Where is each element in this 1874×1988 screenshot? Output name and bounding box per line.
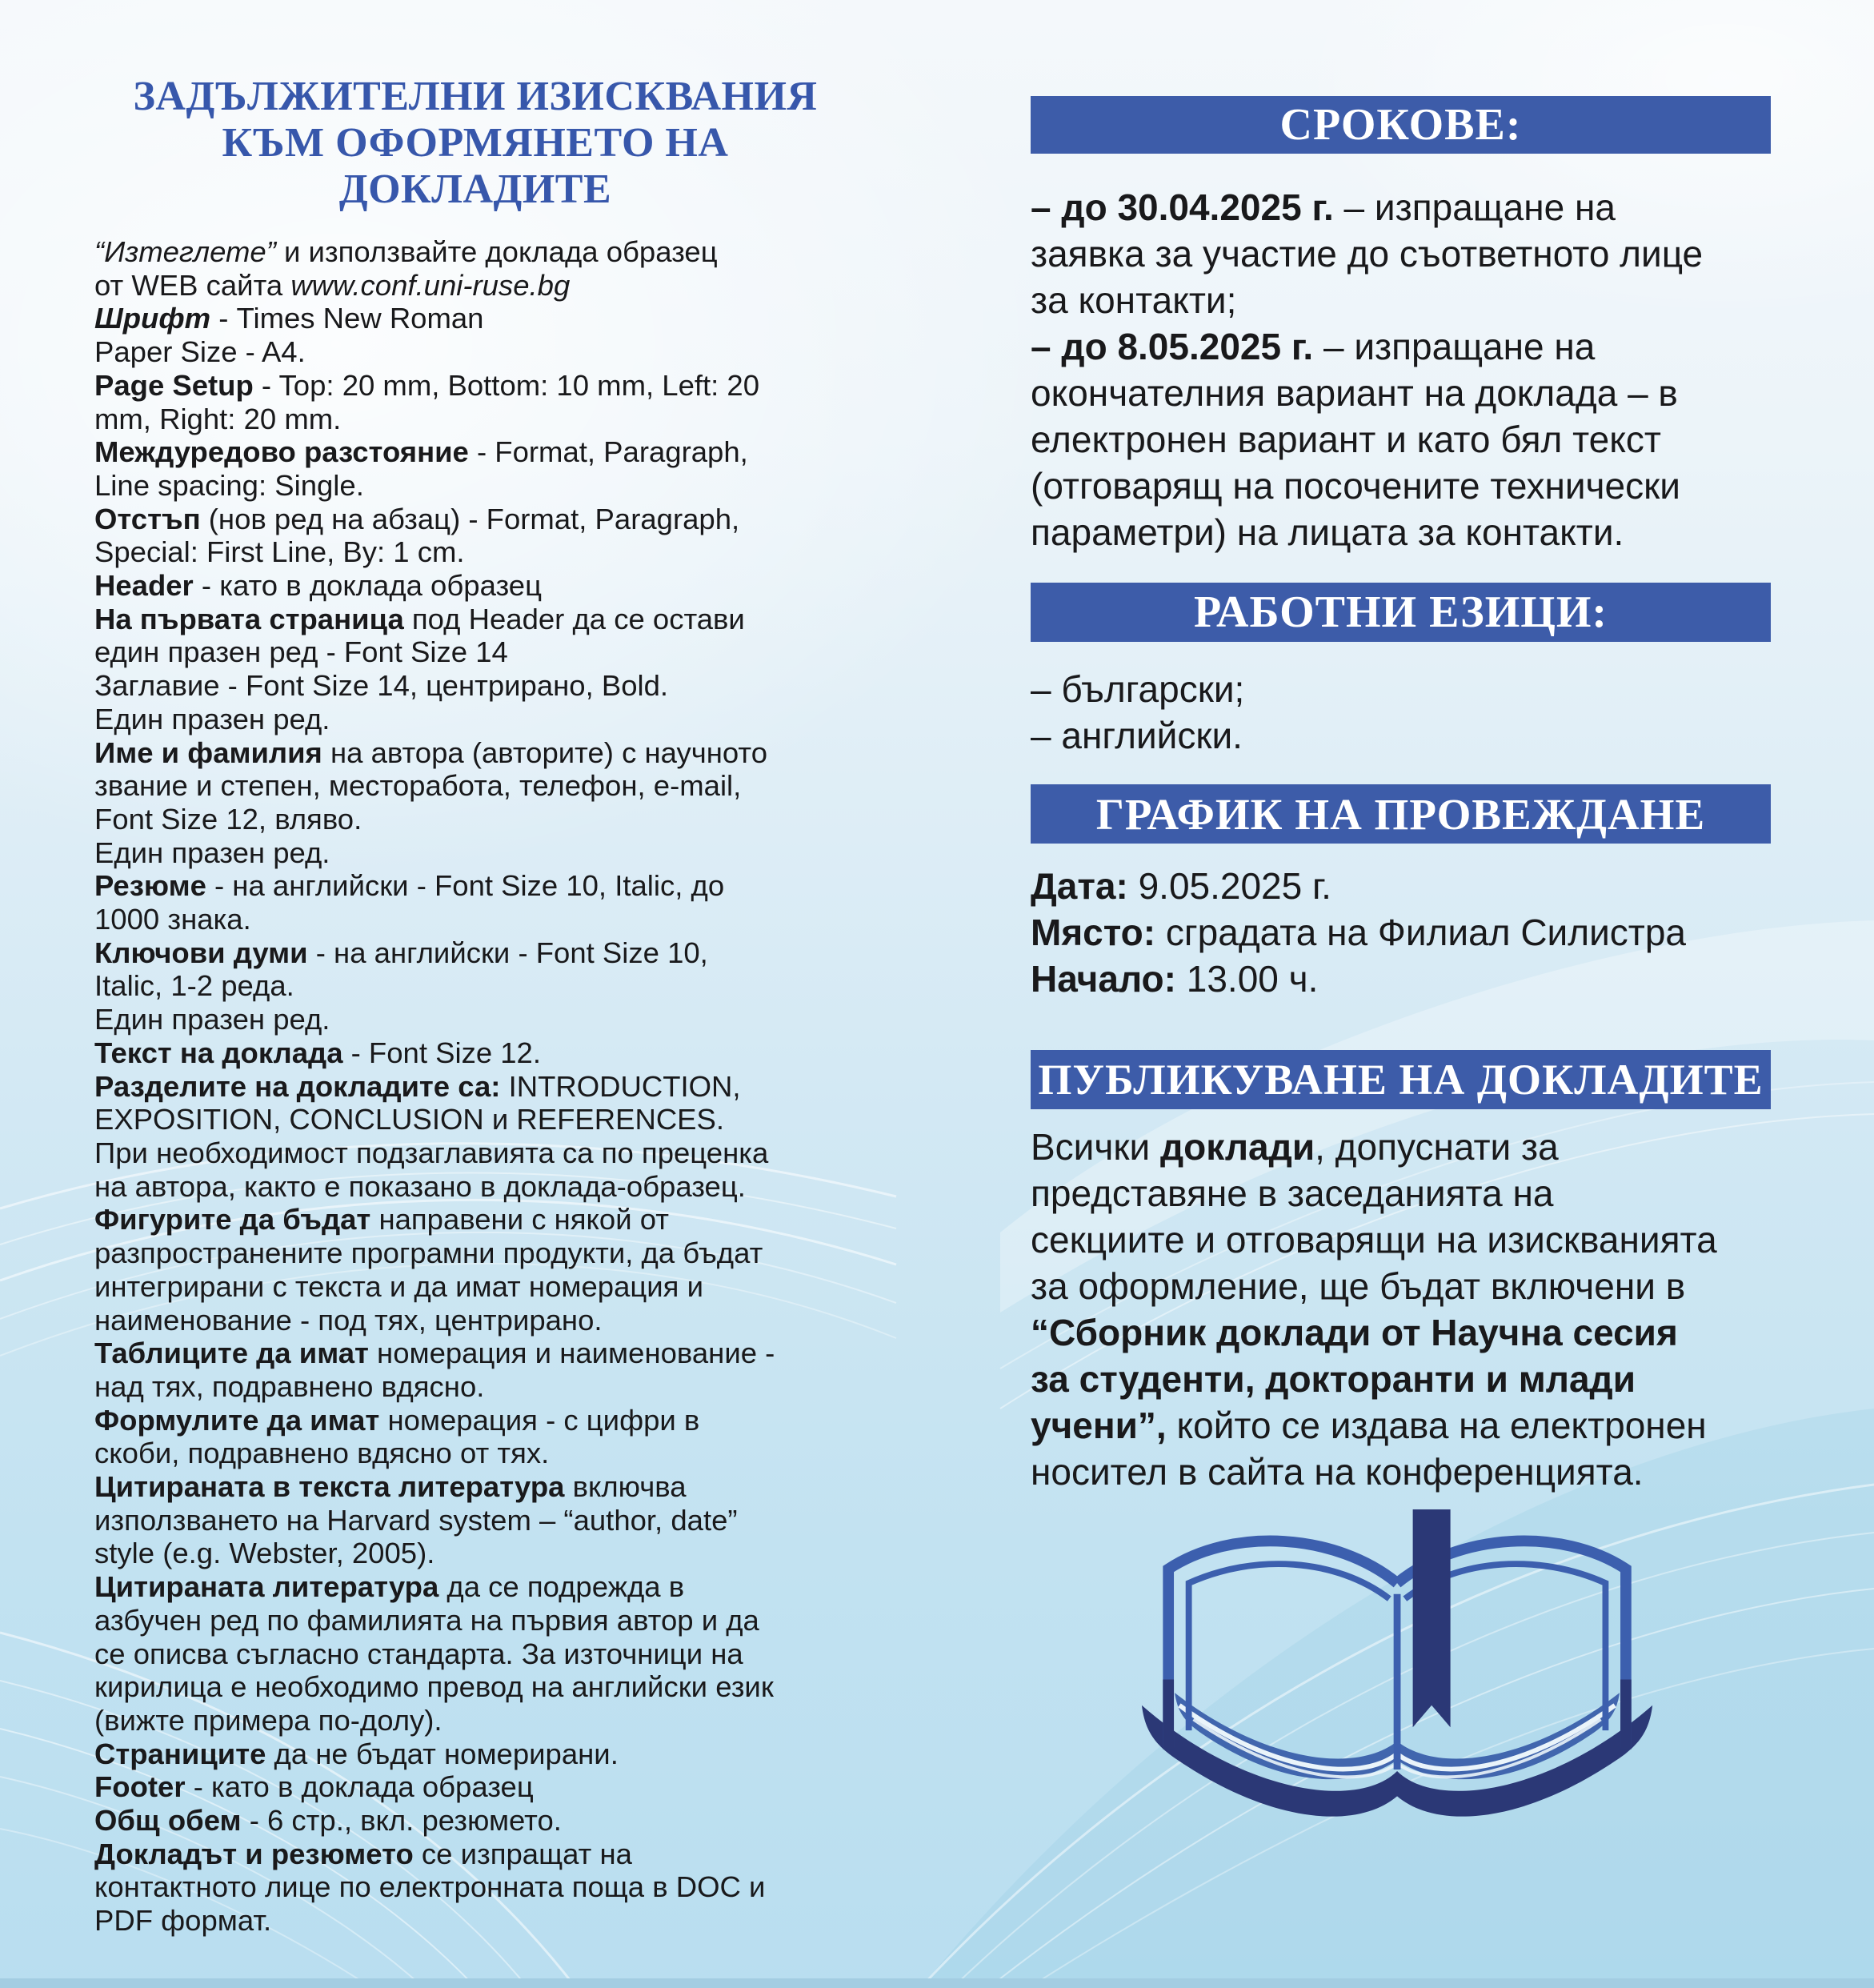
text-line xyxy=(94,1870,856,1904)
text-line xyxy=(94,1036,856,1070)
section-header-deadlines xyxy=(1031,96,1771,154)
text-segment: - на английски - Font Size 10, Italic, до xyxy=(206,869,725,903)
text-line xyxy=(1031,1309,1771,1356)
text-segment: Line spacing: Single. xyxy=(94,468,364,502)
text-segment: Заглавие - Font Size 14, центрирано, Bold. xyxy=(94,669,669,703)
text-segment: Всички xyxy=(1031,1126,1160,1168)
text-segment: кирилица е необходимо превод на английски език xyxy=(94,1670,774,1704)
text-line xyxy=(94,1670,856,1704)
right-column-info xyxy=(1031,0,1771,1988)
section-header-working-languages-label: РАБОТНИ ЕЗИЦИ: xyxy=(1193,587,1608,637)
text-line xyxy=(94,403,856,436)
text-segment: Начало: xyxy=(1031,958,1176,1000)
text-segment: Footer xyxy=(94,1770,186,1804)
text-segment: се описва съгласно стандарта. За източници на xyxy=(94,1637,743,1670)
text-segment: контактното лице по електронната поща в DOC и xyxy=(94,1870,766,1904)
text-segment: заявка за участие до съответното лице xyxy=(1031,233,1704,275)
text-line xyxy=(1031,277,1771,323)
text-line xyxy=(94,969,856,1003)
text-segment: Italic, 1-2 реда. xyxy=(94,969,294,1003)
text-segment: 9.05.2025 г. xyxy=(1127,865,1331,907)
text-line xyxy=(94,1304,856,1337)
text-segment: (нов ред на абзац) - Format, Paragraph, xyxy=(200,502,740,535)
text-line xyxy=(1031,863,1771,909)
text-segment: секциите и отговарящи на изискванията xyxy=(1031,1219,1717,1261)
text-segment: style (e.g. Webster, 2005). xyxy=(94,1537,435,1570)
text-segment: на автора (авторите) с научното xyxy=(322,735,768,769)
text-segment: окончателния вариант на доклада – в xyxy=(1031,372,1678,414)
book-left-page-edge xyxy=(1189,1564,1390,1730)
text-segment: Общ обем xyxy=(94,1804,242,1838)
text-segment: номерация - с цифри в xyxy=(379,1403,700,1437)
text-line xyxy=(94,435,856,469)
text-segment: Таблиците да имат xyxy=(94,1337,369,1370)
text-line xyxy=(1031,1356,1771,1402)
text-segment: Един празен ред. xyxy=(94,836,330,869)
text-segment: (вижте примера по-долу). xyxy=(94,1703,442,1737)
text-segment: Междуредово разстояние xyxy=(94,435,469,469)
text-line xyxy=(94,1537,856,1570)
text-segment: Special: First Line, By: 1 cm. xyxy=(94,535,465,569)
text-line xyxy=(94,1838,856,1871)
page-bottom-edge xyxy=(0,1978,1874,1988)
text-segment: INTRODUCTION, xyxy=(500,1069,741,1103)
text-line xyxy=(94,1270,856,1304)
text-segment: Font Size 12, вляво. xyxy=(94,802,362,836)
text-segment: наименование - под тях, центрирано. xyxy=(94,1303,603,1337)
text-line xyxy=(1031,1263,1771,1309)
section-header-publication-label: ПУБЛИКУВАНЕ НА ДОКЛАДИТЕ xyxy=(1038,1056,1764,1104)
text-line xyxy=(94,703,856,736)
text-line xyxy=(1031,509,1771,555)
text-segment: – изпращане на xyxy=(1313,326,1596,367)
text-segment: 13.00 ч. xyxy=(1175,958,1319,1000)
deadlines-text xyxy=(1031,184,1771,555)
text-line xyxy=(1031,1402,1771,1449)
text-segment: да не бъдат номерирани. xyxy=(266,1737,619,1770)
text-line xyxy=(94,1337,856,1370)
text-segment: скоби, подравнено вдясно от тях. xyxy=(94,1437,550,1470)
text-line xyxy=(1031,1449,1771,1495)
text-line xyxy=(1031,184,1771,230)
text-segment: – изпращане на xyxy=(1333,186,1616,228)
text-line xyxy=(1031,323,1771,370)
text-line xyxy=(94,503,856,536)
text-segment: Разделите на докладите са: xyxy=(94,1069,501,1103)
text-segment: включва xyxy=(564,1470,687,1504)
text-segment: над тях, подравнено вдясно. xyxy=(94,1369,485,1403)
text-line xyxy=(94,1136,856,1170)
page-title-line2: КЪМ ОФОРМЯНЕТО НА ДОКЛАДИТЕ xyxy=(222,120,729,212)
text-line xyxy=(94,269,856,303)
text-segment: Един празен ред. xyxy=(94,702,330,735)
text-line xyxy=(94,1737,856,1771)
text-line xyxy=(94,1604,856,1637)
text-line xyxy=(1031,230,1771,277)
text-line xyxy=(1031,1170,1771,1216)
text-segment: - 6 стр., вкл. резюмето. xyxy=(241,1804,562,1838)
text-line xyxy=(94,302,856,335)
text-line xyxy=(94,1704,856,1737)
text-segment: електронен вариант и като бял текст xyxy=(1031,419,1661,460)
text-segment: сградата на Филиал Силистра xyxy=(1155,912,1687,953)
text-segment: и използвайте доклада образец xyxy=(275,235,718,268)
text-segment: Име и фамилия xyxy=(94,735,322,769)
text-line xyxy=(94,836,856,870)
text-line xyxy=(94,1470,856,1504)
text-line xyxy=(94,469,856,503)
text-segment: Отстъп xyxy=(94,502,201,535)
section-header-publication xyxy=(1031,1050,1771,1109)
text-segment: един празен ред - Font Size 14 xyxy=(94,635,508,669)
text-segment: Формулите да имат xyxy=(94,1403,380,1437)
text-segment: Резюме xyxy=(94,869,206,903)
text-line xyxy=(94,1804,856,1838)
publication-text xyxy=(1031,1124,1771,1495)
text-segment: под Header да се остави xyxy=(403,602,745,635)
text-segment: направени с някой от xyxy=(370,1203,669,1236)
text-line xyxy=(94,569,856,603)
text-line xyxy=(94,1770,856,1804)
text-segment: Място: xyxy=(1031,912,1156,953)
text-line xyxy=(94,1370,856,1404)
text-segment: за студенти, докторанти и млади xyxy=(1031,1358,1636,1400)
text-segment: На първата страница xyxy=(94,602,404,635)
text-line xyxy=(1031,712,1771,759)
text-segment: – български; xyxy=(1031,668,1245,710)
text-segment: - като в доклада образец xyxy=(185,1770,534,1804)
requirements-text xyxy=(94,235,856,1938)
text-line xyxy=(94,736,856,770)
text-segment: разпространените програмни продукти, да бъдат xyxy=(94,1236,763,1270)
text-line xyxy=(94,669,856,703)
open-book-icon xyxy=(1101,1495,1696,1825)
text-segment: учени”, xyxy=(1031,1405,1167,1446)
section-header-schedule-label: ГРАФИК НА ПРОВЕЖДАНЕ xyxy=(1095,789,1706,839)
text-line xyxy=(1031,1216,1771,1263)
text-segment: за оформление, ще бъдат включени в xyxy=(1031,1265,1686,1307)
text-segment: – английски. xyxy=(1031,715,1243,756)
text-line xyxy=(94,869,856,903)
text-segment: - Top: 20 mm, Bottom: 10 mm, Left: 20 xyxy=(253,368,760,402)
text-segment: Header xyxy=(94,569,194,603)
text-line xyxy=(1031,1124,1771,1170)
text-segment: звание и степен, месторабота, телефон, e-mail, xyxy=(94,769,742,803)
text-segment: на автора, както е показано в доклада-образец. xyxy=(94,1169,746,1203)
text-segment: Paper Size - A4. xyxy=(94,335,306,369)
text-line xyxy=(1031,666,1771,712)
text-segment: Шрифт xyxy=(94,302,211,335)
text-segment: носител в сайта на конференцията. xyxy=(1031,1451,1644,1493)
text-segment: – до 30.04.2025 г. xyxy=(1031,186,1334,228)
schedule-text xyxy=(1031,863,1771,1002)
text-segment: – до 8.05.2025 г. xyxy=(1031,326,1314,367)
text-segment: от WEB сайта xyxy=(94,268,291,302)
text-line xyxy=(94,1170,856,1204)
text-segment: - Times New Roman xyxy=(210,302,484,335)
text-line xyxy=(94,1404,856,1437)
text-segment: доклади xyxy=(1159,1126,1315,1168)
text-segment: Ключови думи xyxy=(94,936,308,969)
text-line xyxy=(94,335,856,369)
text-segment: представяне в заседанията на xyxy=(1031,1172,1554,1214)
page-title xyxy=(94,74,856,213)
text-segment: - Format, Paragraph, xyxy=(468,435,748,469)
text-line xyxy=(94,1637,856,1671)
text-line xyxy=(94,603,856,636)
text-segment: - Font Size 12. xyxy=(342,1036,541,1069)
text-segment: Страниците xyxy=(94,1737,266,1770)
text-segment: параметри) на лицата за контакти. xyxy=(1031,511,1624,553)
section-header-deadlines-label: СРОКОВЕ: xyxy=(1279,100,1522,150)
text-segment: (отговарящ на посочените технически xyxy=(1031,465,1680,507)
text-line xyxy=(94,1904,856,1938)
text-segment: Докладът и резюмето xyxy=(94,1837,414,1870)
text-segment: Текст на доклада xyxy=(94,1036,343,1069)
text-segment: да се подрежда в xyxy=(438,1570,685,1604)
text-line xyxy=(1031,956,1771,1002)
text-segment: за контакти; xyxy=(1031,279,1237,321)
text-segment: Дата: xyxy=(1031,865,1128,907)
section-header-working-languages xyxy=(1031,583,1771,642)
text-segment: “Сборник доклади от Научна сесия xyxy=(1031,1312,1678,1353)
left-column-requirements xyxy=(94,74,856,1938)
text-line xyxy=(94,1003,856,1036)
text-segment: “Изтеглете” xyxy=(94,235,276,268)
text-segment: се изпращат на xyxy=(413,1837,632,1870)
text-segment: използването на Harvard system – “author, date” xyxy=(94,1503,738,1537)
bookmark-ribbon xyxy=(1413,1509,1451,1727)
text-line xyxy=(94,1437,856,1470)
text-segment: който се издава на електронен xyxy=(1166,1405,1707,1446)
text-line xyxy=(94,1570,856,1604)
text-line xyxy=(94,635,856,669)
text-segment: , допуснати за xyxy=(1315,1126,1559,1168)
text-segment: номерация и наименование - xyxy=(368,1337,775,1370)
text-line xyxy=(94,903,856,936)
text-line xyxy=(94,369,856,403)
text-segment: Фигурите да бъдат xyxy=(94,1203,371,1236)
text-segment: mm, Right: 20 mm. xyxy=(94,402,342,435)
text-segment: PDF формат. xyxy=(94,1904,272,1938)
text-line xyxy=(94,769,856,803)
text-line xyxy=(94,235,856,269)
text-segment: Page Setup xyxy=(94,368,254,402)
page-title-line1: ЗАДЪЛЖИТЕЛНИ ИЗИСКВАНИЯ xyxy=(133,74,818,119)
text-line xyxy=(94,803,856,836)
text-segment: интегрирани с текста и да имат номерация и xyxy=(94,1269,703,1303)
text-line xyxy=(94,1103,856,1136)
text-segment: азбучен ред по фамилията на първия автор и да xyxy=(94,1603,759,1637)
text-segment: www.conf.uni-ruse.bg xyxy=(290,268,571,302)
text-line xyxy=(1031,463,1771,509)
text-line xyxy=(94,1070,856,1104)
text-line xyxy=(94,1504,856,1537)
text-segment: Един празен ред. xyxy=(94,1003,330,1036)
section-header-schedule xyxy=(1031,784,1771,844)
text-segment: - на английски - Font Size 10, xyxy=(307,936,708,969)
text-line xyxy=(94,535,856,569)
text-segment: При необходимост подзаглавията са по преценка xyxy=(94,1136,769,1169)
text-line xyxy=(94,936,856,970)
text-line xyxy=(1031,909,1771,956)
text-line xyxy=(1031,370,1771,416)
text-segment: - като в доклада образец xyxy=(193,569,542,603)
text-line xyxy=(1031,416,1771,463)
text-segment: EXPOSITION, CONCLUSION и REFERENCES. xyxy=(94,1103,725,1136)
text-line xyxy=(94,1236,856,1270)
text-line xyxy=(94,1203,856,1236)
text-segment: 1000 знака. xyxy=(94,903,251,936)
working-languages-text xyxy=(1031,666,1771,759)
text-segment: Цитираната литература xyxy=(94,1570,439,1604)
text-segment: Цитираната в текста литература xyxy=(94,1470,565,1504)
